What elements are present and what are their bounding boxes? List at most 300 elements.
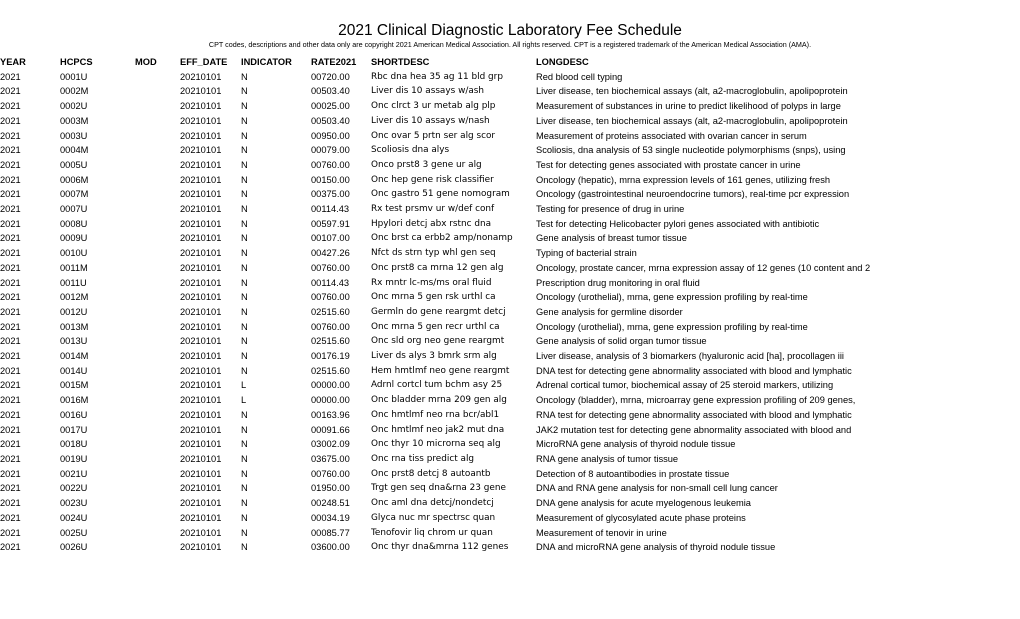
cell-indicator: N [241,115,248,126]
cell-hcpcs: 0007M [60,189,89,200]
cell-rate: 03600.00 [311,542,350,553]
cell-shortdesc: Onc hmtlmf neo jak2 mut dna [371,424,505,435]
table-row [0,349,1020,364]
cell-hcpcs: 0022U [60,483,88,494]
cell-longdesc: DNA and RNA gene analysis for non-small cell lung cancer [536,483,778,494]
cell-eff-date: 20210101 [180,336,222,347]
cell-indicator: L [241,395,247,406]
cell-mod [135,496,180,511]
cell-longdesc: Prescription drug monitoring in oral fluid [536,277,700,288]
cell-rate: 00163.96 [311,409,350,420]
cell-hcpcs: 0016U [60,409,88,420]
cell-shortdesc: Liver ds alys 3 bmrk srm alg [371,351,497,362]
cell-hcpcs: 0013U [60,336,88,347]
cell-mod [135,540,180,555]
cell-indicator: N [241,483,248,494]
cell-year: 2021 [0,439,21,450]
cell-indicator: N [241,409,248,420]
cell-rate: 00114.43 [311,204,350,215]
cell-longdesc: DNA gene analysis for acute myelogenous leukemia [536,498,751,509]
cell-rate: 00114.43 [311,277,350,288]
cell-hcpcs: 0008U [60,218,88,229]
cell-hcpcs: 0016M [60,395,89,406]
cell-rate: 00034.19 [311,512,350,523]
cell-mod [135,423,180,438]
column-header-eff-date: EFF_DATE [180,57,228,67]
cell-shortdesc: Onc hmtlmf neo rna bcr/abl1 [371,409,500,420]
cell-longdesc: Measurement of proteins associated with ovarian cancer in serum [536,130,807,141]
cell-mod [135,84,180,99]
table-row [0,408,1020,423]
table-row [0,276,1020,291]
cell-shortdesc: Onc thyr 10 microrna seq alg [371,439,501,450]
cell-shortdesc: Onc brst ca erbb2 amp/nonamp [371,233,513,244]
cell-hcpcs: 0005U [60,159,88,170]
table-row [0,246,1020,261]
cell-mod [135,158,180,173]
table-row [0,217,1020,232]
cell-longdesc: RNA gene analysis of tumor tissue [536,453,679,464]
cell-eff-date: 20210101 [180,439,222,450]
cell-indicator: N [241,468,248,479]
cell-shortdesc: Onc prst8 detcj 8 autoantb [371,468,491,479]
cell-mod [135,408,180,423]
cell-indicator: N [241,174,248,185]
cell-hcpcs: 0024U [60,512,88,523]
cell-year: 2021 [0,130,21,141]
cell-longdesc: Liver disease, analysis of 3 biomarkers (hyaluronic acid [ha], procollagen iii [536,351,844,362]
cell-year: 2021 [0,424,21,435]
cell-shortdesc: Onc rna tiss predict alg [371,453,475,464]
cell-hcpcs: 0009U [60,233,88,244]
cell-indicator: N [241,145,248,156]
cell-eff-date: 20210101 [180,424,222,435]
cell-shortdesc: Hpylori detcj abx rstnc dna [371,218,492,229]
cell-shortdesc: Rbc dna hea 35 ag 11 bld grp [371,71,503,82]
table-row [0,526,1020,541]
cell-rate: 00720.00 [311,71,350,82]
cell-hcpcs: 0001U [60,71,88,82]
cell-longdesc: Oncology (gastrointestinal neuroendocrine tumors), real-time pcr expression [536,189,850,200]
cell-indicator: N [241,248,248,259]
cell-hcpcs: 0011U [60,277,87,288]
column-header-indicator: INDICATOR [241,57,292,67]
cell-longdesc: Oncology, prostate cancer, mrna expression assay of 12 genes (10 content and 2 [536,262,871,273]
cell-shortdesc: Adrnl cortcl tum bchm asy 25 [371,380,503,391]
cell-mod [135,393,180,408]
cell-eff-date: 20210101 [180,115,222,126]
cell-indicator: N [241,424,248,435]
cell-year: 2021 [0,468,21,479]
table-row [0,187,1020,202]
cell-year: 2021 [0,101,21,112]
cell-year: 2021 [0,336,21,347]
cell-rate: 00000.00 [311,380,350,391]
cell-shortdesc: Nfct ds strn typ whl gen seq [371,248,496,259]
cell-longdesc: Testing for presence of drug in urine [536,204,685,215]
cell-hcpcs: 0010U [60,248,88,259]
cell-shortdesc: Rx test prsmv ur w/def conf [371,204,495,215]
cell-mod [135,261,180,276]
cell-shortdesc: Tenofovir liq chrom ur quan [371,527,493,538]
cell-longdesc: Liver disease, ten biochemical assays (alt, a2-macroglobulin, apolipoprotein [536,115,848,126]
cell-mod [135,305,180,320]
cell-mod [135,276,180,291]
cell-year: 2021 [0,218,21,229]
cell-longdesc: Oncology (bladder), mrna, microarray gene expression profiling of 209 genes, [536,395,856,406]
cell-shortdesc: Onc sld org neo gene reargmt [371,336,505,347]
cell-rate: 02515.60 [311,306,350,317]
cell-rate: 00150.00 [311,174,350,185]
cell-year: 2021 [0,262,21,273]
cell-indicator: N [241,218,248,229]
cell-rate: 03675.00 [311,453,350,464]
cell-mod [135,290,180,305]
column-header-rate2021: RATE2021 [311,57,357,67]
table-row [0,481,1020,496]
cell-eff-date: 20210101 [180,204,222,215]
cell-mod [135,511,180,526]
cell-year: 2021 [0,409,21,420]
table-row [0,70,1020,85]
cell-indicator: N [241,233,248,244]
cell-hcpcs: 0025U [60,527,88,538]
fee-schedule-table [0,55,1020,555]
cell-indicator: N [241,306,248,317]
cell-eff-date: 20210101 [180,380,222,391]
cell-hcpcs: 0023U [60,498,88,509]
copyright-notice: CPT codes, descriptions and other data only are copyright 2021 American Medical Association. All rights reserved. CPT is a registered trademark of the American Medical Association (AMA). [208,40,812,49]
cell-indicator: N [241,336,248,347]
cell-shortdesc: Hem hmtlmf neo gene reargmt [371,365,510,376]
cell-longdesc: Adrenal cortical tumor, biochemical assay of 25 steroid markers, utilizing [536,380,834,391]
table-row [0,129,1020,144]
cell-indicator: N [241,189,248,200]
column-header-year: YEAR [0,57,26,67]
page-title: 2021 Clinical Diagnostic Laboratory Fee Schedule [338,22,682,39]
cell-shortdesc: Onc mrna 5 gen rsk urthl ca [371,292,496,303]
cell-mod [135,187,180,202]
cell-year: 2021 [0,321,21,332]
cell-hcpcs: 0017U [60,424,88,435]
cell-longdesc: Gene analysis for germline disorder [536,306,683,317]
cell-rate: 00760.00 [311,262,350,273]
cell-indicator: N [241,292,248,303]
cell-year: 2021 [0,159,21,170]
cell-eff-date: 20210101 [180,71,222,82]
cell-mod [135,99,180,114]
cell-indicator: N [241,101,248,112]
cell-longdesc: Gene analysis of solid organ tumor tissue [536,336,707,347]
cell-hcpcs: 0002M [60,86,89,97]
cell-rate: 00091.66 [311,424,350,435]
cell-shortdesc: Trgt gen seq dna&rna 23 gene [371,483,506,494]
cell-shortdesc: Onc aml dna detcj/nondetcj [371,498,494,509]
cell-mod [135,364,180,379]
cell-hcpcs: 0006M [60,174,89,185]
cell-year: 2021 [0,542,21,553]
cell-rate: 02515.60 [311,336,350,347]
cell-year: 2021 [0,395,21,406]
cell-shortdesc: Liver dis 10 assays w/nash [371,115,490,126]
cell-rate: 00107.00 [311,233,350,244]
table-row [0,320,1020,335]
cell-mod [135,452,180,467]
cell-hcpcs: 0012M [60,292,89,303]
cell-longdesc: Test for detecting genes associated with prostate cancer in urine [536,159,801,170]
cell-hcpcs: 0011M [60,262,88,273]
cell-hcpcs: 0019U [60,453,88,464]
table-row [0,290,1020,305]
cell-indicator: N [241,86,248,97]
cell-shortdesc: Onc gastro 51 gene nomogram [371,189,510,200]
cell-hcpcs: 0014M [60,351,89,362]
table-row [0,114,1020,129]
table-row [0,496,1020,511]
table-body [0,70,1020,555]
cell-mod [135,481,180,496]
cell-rate: 00597.91 [311,218,350,229]
cell-hcpcs: 0012U [60,306,88,317]
table-row [0,423,1020,438]
cell-shortdesc: Glyca nuc mr spectrsc quan [371,512,496,523]
cell-longdesc: Gene analysis of breast tumor tissue [536,233,687,244]
cell-hcpcs: 0014U [60,365,88,376]
table-row [0,158,1020,173]
cell-eff-date: 20210101 [180,145,222,156]
table-row [0,173,1020,188]
cell-rate: 01950.00 [311,483,350,494]
cell-eff-date: 20210101 [180,527,222,538]
cell-mod [135,378,180,393]
table-row [0,540,1020,555]
cell-shortdesc: Onc bladder mrna 209 gen alg [371,395,507,406]
cell-mod [135,246,180,261]
cell-shortdesc: Rx mntr lc-ms/ms oral fluid [371,277,492,288]
cell-eff-date: 20210101 [180,512,222,523]
cell-longdesc: Oncology (urothelial), mrna, gene expression profiling by real-time [536,321,808,332]
cell-year: 2021 [0,145,21,156]
cell-year: 2021 [0,380,21,391]
cell-longdesc: Measurement of tenovir in urine [536,527,667,538]
cell-mod [135,349,180,364]
cell-mod [135,70,180,85]
cell-indicator: N [241,512,248,523]
cell-indicator: N [241,71,248,82]
cell-eff-date: 20210101 [180,306,222,317]
cell-indicator: N [241,351,248,362]
cell-rate: 00760.00 [311,292,350,303]
cell-year: 2021 [0,498,21,509]
cell-shortdesc: Liver dis 10 assays w/ash [371,86,485,97]
cell-mod [135,467,180,482]
cell-shortdesc: Onc hep gene risk classifier [371,174,494,185]
cell-mod [135,320,180,335]
cell-eff-date: 20210101 [180,159,222,170]
cell-longdesc: Measurement of glycosylated acute phase proteins [536,512,746,523]
cell-longdesc: DNA and microRNA gene analysis of thyroid nodule tissue [536,542,776,553]
cell-hcpcs: 0013M [60,321,89,332]
cell-rate: 00427.26 [311,248,350,259]
cell-shortdesc: Onc thyr dna&mrna 112 genes [371,542,509,553]
cell-mod [135,217,180,232]
cell-eff-date: 20210101 [180,365,222,376]
table-row [0,334,1020,349]
table-row [0,84,1020,99]
cell-year: 2021 [0,233,21,244]
header-row [0,55,1020,70]
cell-eff-date: 20210101 [180,189,222,200]
cell-year: 2021 [0,453,21,464]
table-row [0,231,1020,246]
cell-longdesc: MicroRNA gene analysis of thyroid nodule tissue [536,439,736,450]
cell-indicator: N [241,542,248,553]
cell-eff-date: 20210101 [180,498,222,509]
cell-hcpcs: 0018U [60,439,88,450]
column-header-hcpcs: HCPCS [60,57,93,67]
cell-indicator: N [241,262,248,273]
cell-mod [135,231,180,246]
cell-shortdesc: Onc ovar 5 prtn ser alg scor [371,130,496,141]
column-header-shortdesc: SHORTDESC [371,57,430,67]
cell-year: 2021 [0,277,21,288]
cell-hcpcs: 0021U [60,468,88,479]
cell-indicator: N [241,439,248,450]
cell-eff-date: 20210101 [180,101,222,112]
cell-indicator: L [241,380,247,391]
cell-rate: 00079.00 [311,145,350,156]
cell-indicator: N [241,453,248,464]
cell-mod [135,143,180,158]
cell-shortdesc: Scoliosis dna alys [371,145,450,156]
cell-year: 2021 [0,248,21,259]
table-row [0,467,1020,482]
table-row [0,437,1020,452]
cell-shortdesc: Onc prst8 ca mrna 12 gen alg [371,262,504,273]
cell-year: 2021 [0,351,21,362]
cell-eff-date: 20210101 [180,218,222,229]
cell-year: 2021 [0,71,21,82]
table-header [0,55,1020,70]
cell-year: 2021 [0,174,21,185]
cell-eff-date: 20210101 [180,277,222,288]
cell-hcpcs: 0003U [60,130,88,141]
cell-mod [135,202,180,217]
cell-eff-date: 20210101 [180,321,222,332]
cell-eff-date: 20210101 [180,351,222,362]
cell-longdesc: Red blood cell typing [536,71,623,82]
table-row [0,143,1020,158]
cell-longdesc: Measurement of substances in urine to predict likelihood of polyps in large [536,101,841,112]
cell-indicator: N [241,365,248,376]
cell-hcpcs: 0007U [60,204,88,215]
cell-indicator: N [241,321,248,332]
cell-rate: 00760.00 [311,468,350,479]
table-row [0,99,1020,114]
table-row [0,393,1020,408]
cell-eff-date: 20210101 [180,542,222,553]
cell-hcpcs: 0003M [60,115,89,126]
cell-hcpcs: 0002U [60,101,88,112]
table-row [0,452,1020,467]
cell-rate: 00375.00 [311,189,350,200]
cell-mod [135,437,180,452]
cell-eff-date: 20210101 [180,248,222,259]
cell-rate: 00503.40 [311,115,350,126]
cell-indicator: N [241,277,248,288]
cell-year: 2021 [0,115,21,126]
cell-mod [135,334,180,349]
cell-year: 2021 [0,204,21,215]
cell-eff-date: 20210101 [180,86,222,97]
cell-indicator: N [241,204,248,215]
cell-longdesc: Test for detecting Helicobacter pylori genes associated with antibiotic [536,218,820,229]
cell-eff-date: 20210101 [180,395,222,406]
cell-eff-date: 20210101 [180,130,222,141]
cell-rate: 02515.60 [311,365,350,376]
cell-eff-date: 20210101 [180,174,222,185]
cell-year: 2021 [0,527,21,538]
cell-hcpcs: 0026U [60,542,88,553]
cell-longdesc: JAK2 mutation test for detecting gene abnormality associated with blood and [536,424,852,435]
cell-longdesc: Liver disease, ten biochemical assays (alt, a2-macroglobulin, apolipoprotein [536,86,848,97]
cell-year: 2021 [0,86,21,97]
cell-eff-date: 20210101 [180,483,222,494]
cell-longdesc: RNA test for detecting gene abnormality associated with blood and lymphatic [536,409,852,420]
table-row [0,364,1020,379]
cell-rate: 00760.00 [311,159,350,170]
cell-rate: 00000.00 [311,395,350,406]
cell-eff-date: 20210101 [180,468,222,479]
table-row [0,261,1020,276]
cell-eff-date: 20210101 [180,233,222,244]
cell-eff-date: 20210101 [180,453,222,464]
cell-year: 2021 [0,292,21,303]
cell-mod [135,114,180,129]
cell-indicator: N [241,527,248,538]
cell-year: 2021 [0,365,21,376]
cell-eff-date: 20210101 [180,292,222,303]
cell-rate: 00760.00 [311,321,350,332]
cell-shortdesc: Onc mrna 5 gen recr urthl ca [371,321,500,332]
table-row [0,511,1020,526]
cell-mod [135,526,180,541]
cell-rate: 00503.40 [311,86,350,97]
cell-shortdesc: Onc clrct 3 ur metab alg plp [371,101,496,112]
cell-longdesc: Oncology (urothelial), mrna, gene expression profiling by real-time [536,292,808,303]
cell-year: 2021 [0,189,21,200]
cell-mod [135,173,180,188]
cell-year: 2021 [0,306,21,317]
column-header-mod: MOD [135,57,157,67]
cell-longdesc: Typing of bacterial strain [536,248,637,259]
cell-hcpcs: 0004M [60,145,89,156]
cell-rate: 00950.00 [311,130,350,141]
cell-year: 2021 [0,512,21,523]
cell-rate: 00176.19 [311,351,350,362]
column-header-longdesc: LONGDESC [536,57,589,67]
cell-rate: 00248.51 [311,498,350,509]
cell-indicator: N [241,498,248,509]
cell-eff-date: 20210101 [180,262,222,273]
cell-shortdesc: Onco prst8 3 gene ur alg [371,159,482,170]
cell-rate: 00025.00 [311,101,350,112]
table-row [0,378,1020,393]
cell-indicator: N [241,159,248,170]
table-row [0,305,1020,320]
cell-hcpcs: 0015M [60,380,89,391]
cell-mod [135,129,180,144]
